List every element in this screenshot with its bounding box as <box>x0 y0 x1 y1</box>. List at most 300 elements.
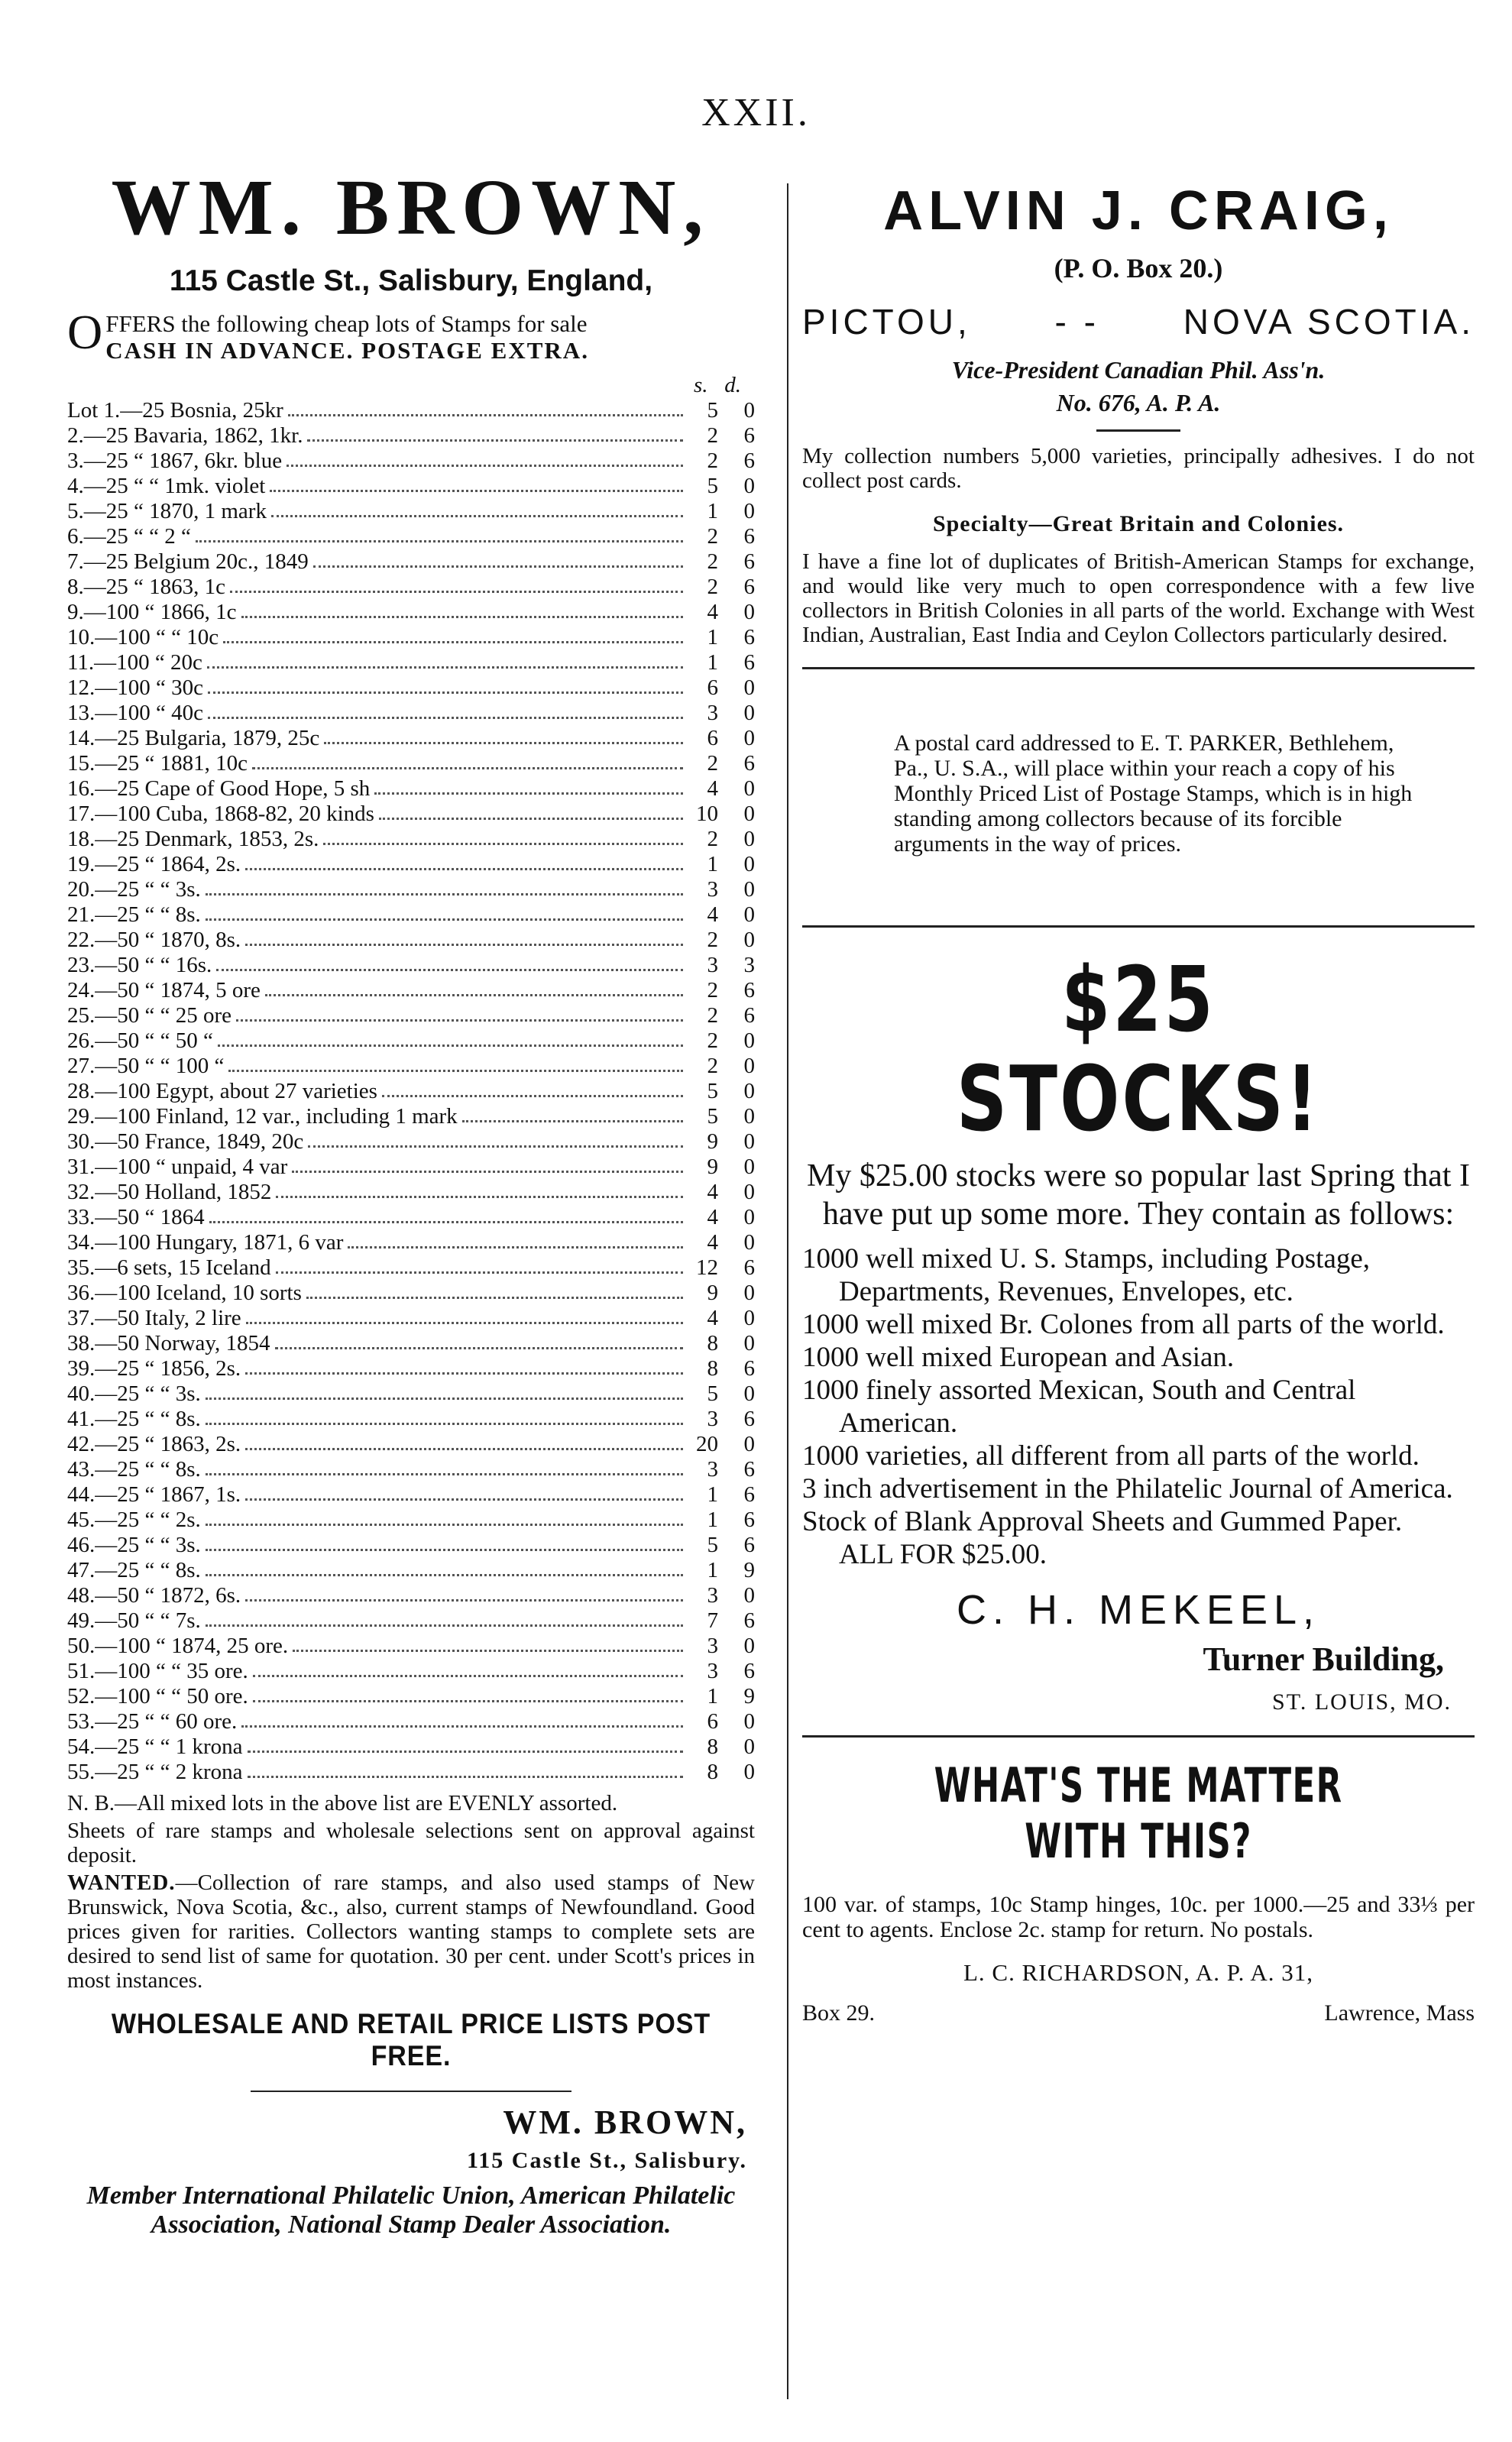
lot-description: 5.—25 “ 1870, 1 mark <box>67 499 267 523</box>
lot-row <box>67 675 755 701</box>
lot-pence: 9 <box>743 1558 755 1582</box>
dot-leader <box>276 1180 683 1198</box>
lot-row <box>67 398 755 423</box>
lot-pence: 6 <box>743 1255 755 1280</box>
dot-leader <box>206 1381 683 1400</box>
lot-description: 11.—100 “ 20c <box>67 650 202 675</box>
lot-shillings: 5 <box>707 1079 718 1103</box>
lot-description: 3.—25 “ 1867, 6kr. blue <box>67 449 283 473</box>
lot-shillings: 4 <box>707 600 718 624</box>
page-number: XXII. <box>701 91 811 134</box>
lot-shillings: 2 <box>707 575 718 599</box>
cash-line: CASH IN ADVANCE. POSTAGE EXTRA. <box>105 337 589 364</box>
lot-shillings: 4 <box>707 1205 718 1229</box>
dot-leader <box>206 877 683 896</box>
lot-description: 39.—25 “ 1856, 2s. <box>67 1356 241 1381</box>
lot-pence: 0 <box>743 1180 755 1204</box>
lot-row <box>67 1508 755 1533</box>
richardson-city: Lawrence, Mass <box>1324 2000 1475 2026</box>
lot-row <box>67 877 755 902</box>
lot-row <box>67 802 755 827</box>
lot-shillings: 2 <box>707 449 718 473</box>
lot-pence: 0 <box>743 474 755 498</box>
rule <box>802 667 1475 669</box>
dot-leader <box>276 1255 683 1274</box>
lot-shillings: 8 <box>707 1331 718 1355</box>
lot-row <box>67 1558 755 1583</box>
list-item: Stock of Blank Approval Sheets and Gummed Paper. <box>802 1505 1403 1537</box>
lot-shillings: 2 <box>707 1054 718 1078</box>
lot-pence: 0 <box>743 1634 755 1658</box>
dot-leader <box>196 524 683 542</box>
lot-shillings: 2 <box>707 928 718 952</box>
lot-row <box>67 1734 755 1760</box>
lot-shillings: 6 <box>707 1709 718 1734</box>
dot-leader <box>306 1281 683 1299</box>
dot-leader <box>374 776 683 795</box>
lot-row <box>67 1003 755 1028</box>
craig-apa-number: No. 676, A. P. A. <box>1056 389 1221 416</box>
lot-description: 23.—50 “ “ 16s. <box>67 953 212 977</box>
city-left: PICTOU, <box>802 302 971 342</box>
lot-row <box>67 423 755 449</box>
city-dash: - - <box>1054 302 1099 342</box>
sheets-note: Sheets of rare stamps and wholesale selections sent on approval against deposit. <box>67 1819 755 1867</box>
lot-shillings: 4 <box>707 902 718 927</box>
lot-pence: 0 <box>743 1281 755 1305</box>
dot-leader <box>379 802 683 820</box>
craig-title: ALVIN J. CRAIG, <box>883 180 1394 241</box>
dot-leader <box>245 1583 683 1602</box>
craig-city <box>802 301 1475 342</box>
dot-leader <box>292 1155 683 1173</box>
lot-description: 37.—50 Italy, 2 lire <box>67 1306 241 1330</box>
list-item: 3 inch advertisement in the Philatelic Journal of America. <box>802 1472 1453 1504</box>
lot-description: 29.—100 Finland, 12 var., including 1 mark <box>67 1104 458 1129</box>
lot-row <box>67 1709 755 1734</box>
lot-description: 10.—100 “ “ 10c <box>67 625 219 649</box>
lot-description: 24.—50 “ 1874, 5 ore <box>67 978 261 1002</box>
lot-shillings: 1 <box>707 499 718 523</box>
lot-shillings: 3 <box>707 1659 718 1683</box>
lot-shillings: 5 <box>707 1104 718 1129</box>
lot-pence: 0 <box>743 1155 755 1179</box>
lot-pence: 0 <box>743 1129 755 1154</box>
lot-description: 36.—100 Iceland, 10 sorts <box>67 1281 302 1305</box>
lot-pence: 0 <box>743 1331 755 1355</box>
lot-description: 41.—25 “ “ 8s. <box>67 1407 201 1431</box>
lot-row <box>67 978 755 1003</box>
dot-leader <box>246 1306 683 1324</box>
richardson-text: 100 var. of stamps, 10c Stamp hinges, 10c. per 1000.—25 and 33⅓ per cent to agents. Enclose 2c. stamp for return. No postals. <box>802 1891 1475 1942</box>
lot-pence: 0 <box>743 852 755 876</box>
lot-description: 27.—50 “ “ 100 “ <box>67 1054 225 1078</box>
craig-collection: My collection numbers 5,000 varieties, principally adhesives. I do not collect post cards. <box>802 444 1475 493</box>
lot-shillings: 5 <box>707 1381 718 1406</box>
dot-leader <box>287 449 683 467</box>
lot-shillings: 2 <box>707 827 718 851</box>
lot-row <box>67 1432 755 1457</box>
lot-row <box>67 1659 755 1684</box>
lot-pence: 0 <box>743 1734 755 1759</box>
lot-description: 43.—25 “ “ 8s. <box>67 1457 201 1482</box>
lot-pence: 6 <box>743 575 755 599</box>
lot-description: 14.—25 Bulgaria, 1879, 25c <box>67 726 320 750</box>
lot-shillings: 1 <box>707 650 718 675</box>
dot-leader <box>313 549 683 568</box>
lot-pence: 6 <box>743 1659 755 1683</box>
lot-pence: 0 <box>743 1306 755 1330</box>
lot-pence: 6 <box>743 625 755 649</box>
lot-description: Lot 1.—25 Bosnia, 25kr <box>67 398 283 423</box>
lot-description: 20.—25 “ “ 3s. <box>67 877 201 902</box>
dot-leader <box>208 701 683 719</box>
lot-pence: 6 <box>743 1482 755 1507</box>
lot-row <box>67 701 755 726</box>
dot-leader <box>206 1558 683 1576</box>
lot-row <box>67 1608 755 1634</box>
dot-leader <box>206 902 683 921</box>
col-s: s. <box>693 373 708 397</box>
lot-row <box>67 852 755 877</box>
stocks-intro: My $25.00 stocks were so popular last Spring that I have put up some more. They contain as follows: <box>807 1158 1470 1232</box>
lot-shillings: 1 <box>707 852 718 876</box>
lot-pence: 6 <box>743 650 755 675</box>
nb-note: N. B.—All mixed lots in the above list are EVENLY assorted. <box>67 1791 618 1815</box>
parker-notice: A postal card addressed to E. T. PARKER, Bethlehem, Pa., U. S.A., will place within your reach a copy of his Monthly Priced List of Postage Stamps, which is in high standing among collectors because of its forcible arguments in the way of prices. <box>894 730 1413 857</box>
lot-description: 30.—50 France, 1849, 20c <box>67 1129 304 1154</box>
lot-pence: 0 <box>743 499 755 523</box>
lot-pence: 0 <box>743 1230 755 1255</box>
rule <box>802 1735 1475 1738</box>
lot-pence: 0 <box>743 1028 755 1053</box>
lot-row <box>67 1079 755 1104</box>
right-column <box>802 180 1475 2026</box>
dot-leader <box>248 1734 683 1753</box>
lot-description: 8.—25 “ 1863, 1c <box>67 575 225 599</box>
lot-row <box>67 625 755 650</box>
dot-leader <box>270 474 683 492</box>
lot-row <box>67 1760 755 1785</box>
lot-pence: 0 <box>743 1432 755 1456</box>
lot-row <box>67 1054 755 1079</box>
lot-row <box>67 549 755 575</box>
lot-shillings: 6 <box>707 675 718 700</box>
lot-pence: 0 <box>743 1104 755 1129</box>
lot-shillings: 12 <box>696 1255 718 1280</box>
lot-pence: 0 <box>743 1381 755 1406</box>
lot-row <box>67 1331 755 1356</box>
lot-shillings: 9 <box>707 1129 718 1154</box>
dot-leader <box>206 1608 683 1627</box>
lot-pence: 6 <box>743 1608 755 1633</box>
list-item: 1000 well mixed U. S. Stamps, including Postage, Departments, Revenues, Envelopes, etc. <box>802 1242 1371 1307</box>
dot-leader <box>206 1508 683 1526</box>
lot-pence: 0 <box>743 1709 755 1734</box>
lot-row <box>67 1104 755 1129</box>
lot-row <box>67 474 755 499</box>
dot-leader <box>253 1659 683 1677</box>
lot-description: 13.—100 “ 40c <box>67 701 203 725</box>
lot-shillings: 4 <box>707 1180 718 1204</box>
dot-leader <box>223 625 683 643</box>
stocks-title: $25 STOCKS! <box>956 947 1321 1151</box>
stocks-all-for: ALL FOR $25.00. <box>839 1538 1047 1570</box>
lot-pence: 0 <box>743 802 755 826</box>
brown-memberships: Member International Philatelic Union, American Philatelic Association, National Stamp Dealer Association. <box>86 2181 736 2239</box>
lot-shillings: 1 <box>707 1684 718 1708</box>
wanted-label: WANTED. <box>67 1870 176 1895</box>
lot-description: 51.—100 “ “ 35 ore. <box>67 1659 248 1683</box>
lot-shillings: 2 <box>707 524 718 549</box>
lot-row <box>67 928 755 953</box>
dot-leader <box>218 1028 683 1047</box>
brown-address: 115 Castle St., Salisbury, England, <box>169 264 653 297</box>
brown-signature-address: 115 Castle St., Salisbury. <box>466 2148 747 2173</box>
lot-shillings: 9 <box>707 1281 718 1305</box>
stocks-list <box>802 1242 1475 1571</box>
lot-pence: 0 <box>743 726 755 750</box>
richardson-box: Box 29. <box>802 2000 876 2026</box>
lot-shillings: 2 <box>707 1003 718 1028</box>
lot-pence: 6 <box>743 1533 755 1557</box>
lot-pence: 3 <box>743 953 755 977</box>
lot-shillings: 20 <box>696 1432 718 1456</box>
offers-text: FFERS the following cheap lots of Stamps for sale <box>105 310 588 337</box>
mekeel-building: Turner Building, <box>1203 1640 1444 1678</box>
lot-description: 31.—100 “ unpaid, 4 var <box>67 1155 288 1179</box>
price-column-header <box>67 373 755 398</box>
lot-pence: 6 <box>743 1457 755 1482</box>
dot-leader <box>245 928 683 946</box>
dot-leader <box>245 1482 683 1501</box>
lot-shillings: 7 <box>707 1608 718 1633</box>
lot-list <box>67 398 755 1785</box>
dot-leader <box>462 1104 683 1122</box>
dot-leader <box>245 1432 683 1450</box>
rule <box>802 925 1475 928</box>
lot-pence: 0 <box>743 877 755 902</box>
list-item: 1000 well mixed Br. Colones from all parts of the world. <box>802 1308 1445 1340</box>
lot-description: 42.—25 “ 1863, 2s. <box>67 1432 241 1456</box>
lot-row <box>67 1356 755 1381</box>
lot-shillings: 4 <box>707 776 718 801</box>
lot-row <box>67 575 755 600</box>
craig-box: (P. O. Box 20.) <box>1054 253 1223 283</box>
lot-shillings: 2 <box>707 423 718 448</box>
lot-row <box>67 1583 755 1608</box>
offers-initial: O <box>67 305 103 359</box>
lot-shillings: 8 <box>707 1734 718 1759</box>
lot-description: 22.—50 “ 1870, 8s. <box>67 928 241 952</box>
lot-pence: 0 <box>743 928 755 952</box>
dot-leader <box>206 1457 683 1475</box>
lot-row <box>67 751 755 776</box>
lot-row <box>67 953 755 978</box>
lot-pence: 0 <box>743 701 755 725</box>
dot-leader <box>245 1356 683 1375</box>
lot-shillings: 8 <box>707 1760 718 1784</box>
lot-shillings: 8 <box>707 1356 718 1381</box>
lot-description: 52.—100 “ “ 50 ore. <box>67 1684 248 1708</box>
lot-pence: 0 <box>743 1054 755 1078</box>
lot-row <box>67 1205 755 1230</box>
lot-description: 35.—6 sets, 15 Iceland <box>67 1255 271 1280</box>
lot-description: 45.—25 “ “ 2s. <box>67 1508 201 1532</box>
lot-description: 32.—50 Holland, 1852 <box>67 1180 272 1204</box>
lot-shillings: 5 <box>707 398 718 423</box>
lot-pence: 6 <box>743 978 755 1002</box>
lot-description: 26.—50 “ “ 50 “ <box>67 1028 213 1053</box>
brown-notes <box>67 1791 755 1993</box>
dot-leader <box>307 423 683 442</box>
dot-leader <box>228 1054 683 1072</box>
dot-leader <box>288 398 683 416</box>
lot-pence: 0 <box>743 1760 755 1784</box>
lot-description: 48.—50 “ 1872, 6s. <box>67 1583 241 1608</box>
lot-pence: 0 <box>743 1583 755 1608</box>
dot-leader <box>308 1129 683 1148</box>
lot-description: 28.—100 Egypt, about 27 varieties <box>67 1079 377 1103</box>
lot-description: 17.—100 Cuba, 1868-82, 20 kinds <box>67 802 374 826</box>
lot-pence: 6 <box>743 1407 755 1431</box>
lot-pence: 0 <box>743 902 755 927</box>
lot-shillings: 9 <box>707 1155 718 1179</box>
dot-leader <box>252 751 683 769</box>
lot-shillings: 1 <box>707 1482 718 1507</box>
richardson-footer <box>802 2000 1475 2026</box>
lot-row <box>67 1457 755 1482</box>
lot-pence: 6 <box>743 549 755 574</box>
lot-pence: 6 <box>743 1508 755 1532</box>
dot-leader <box>206 1533 683 1551</box>
lot-description: 50.—100 “ 1874, 25 ore. <box>67 1634 289 1658</box>
lot-pence: 0 <box>743 776 755 801</box>
lot-pence: 6 <box>743 1356 755 1381</box>
lot-shillings: 2 <box>707 751 718 776</box>
dot-leader <box>323 827 683 845</box>
lot-description: 47.—25 “ “ 8s. <box>67 1558 201 1582</box>
lot-shillings: 3 <box>707 1583 718 1608</box>
lot-pence: 6 <box>743 1003 755 1028</box>
lot-row <box>67 1482 755 1508</box>
dot-leader <box>248 1760 683 1778</box>
lot-row <box>67 1180 755 1205</box>
lot-description: 18.—25 Denmark, 1853, 2s. <box>67 827 319 851</box>
lot-shillings: 1 <box>707 1508 718 1532</box>
lot-shillings: 2 <box>707 978 718 1002</box>
wanted-note <box>67 1870 755 1993</box>
dot-leader <box>207 650 683 669</box>
list-item: 1000 finely assorted Mexican, South and Central American. <box>802 1374 1356 1439</box>
lot-row <box>67 1155 755 1180</box>
lot-row <box>67 1129 755 1155</box>
lot-pence: 0 <box>743 1205 755 1229</box>
lot-pence: 0 <box>743 398 755 423</box>
dot-leader <box>245 852 683 870</box>
rule <box>251 2091 571 2092</box>
list-item: 1000 varieties, all different from all parts of the world. <box>802 1440 1420 1472</box>
lot-shillings: 6 <box>707 726 718 750</box>
lot-row <box>67 726 755 751</box>
lot-row <box>67 827 755 852</box>
lot-row <box>67 650 755 675</box>
lot-description: 40.—25 “ “ 3s. <box>67 1381 201 1406</box>
lot-row <box>67 1684 755 1709</box>
dot-leader <box>230 575 683 593</box>
dot-leader <box>241 600 684 618</box>
dot-leader <box>216 953 683 971</box>
lot-shillings: 4 <box>707 1306 718 1330</box>
lot-row <box>67 1381 755 1407</box>
dot-leader <box>253 1684 683 1702</box>
dot-leader <box>324 726 683 744</box>
lot-description: 12.—100 “ 30c <box>67 675 203 700</box>
lot-pence: 6 <box>743 423 755 448</box>
dot-leader <box>293 1634 683 1652</box>
lot-row <box>67 524 755 549</box>
lot-description: 44.—25 “ 1867, 1s. <box>67 1482 241 1507</box>
brown-offers <box>67 305 755 364</box>
lot-description: 16.—25 Cape of Good Hope, 5 sh <box>67 776 371 801</box>
column-divider <box>787 183 788 2399</box>
dot-leader <box>241 1709 683 1728</box>
lot-shillings: 3 <box>707 1407 718 1431</box>
lot-description: 53.—25 “ “ 60 ore. <box>67 1709 238 1734</box>
dot-leader <box>236 1003 683 1022</box>
dot-leader <box>348 1230 683 1249</box>
lot-pence: 9 <box>743 1684 755 1708</box>
lot-description: 21.—25 “ “ 8s. <box>67 902 201 927</box>
lot-pence: 6 <box>743 449 755 473</box>
lot-shillings: 1 <box>707 625 718 649</box>
lot-pence: 0 <box>743 675 755 700</box>
lot-row <box>67 449 755 474</box>
dot-leader <box>209 1205 683 1223</box>
lot-pence: 6 <box>743 751 755 776</box>
lot-description: 49.—50 “ “ 7s. <box>67 1608 201 1633</box>
dot-leader <box>275 1331 683 1349</box>
lot-description: 55.—25 “ “ 2 krona <box>67 1760 243 1784</box>
dot-leader <box>206 1407 683 1425</box>
lot-row <box>67 1533 755 1558</box>
lot-description: 33.—50 “ 1864 <box>67 1205 205 1229</box>
lot-row <box>67 1028 755 1054</box>
lot-description: 2.—25 Bavaria, 1862, 1kr. <box>67 423 303 448</box>
lot-shillings: 5 <box>707 474 718 498</box>
brown-signature: WM. BROWN, <box>503 2104 747 2141</box>
lot-shillings: 2 <box>707 549 718 574</box>
lot-description: 7.—25 Belgium 20c., 1849 <box>67 549 309 574</box>
craig-vice-president: Vice-President Canadian Phil. Ass'n. <box>951 356 1326 384</box>
lot-description: 15.—25 “ 1881, 10c <box>67 751 248 776</box>
mekeel-city: ST. LOUIS, MO. <box>1272 1689 1452 1715</box>
lot-row <box>67 1634 755 1659</box>
lot-description: 25.—50 “ “ 25 ore <box>67 1003 232 1028</box>
city-right: NOVA SCOTIA. <box>1183 302 1475 342</box>
lot-row <box>67 776 755 802</box>
lot-shillings: 3 <box>707 701 718 725</box>
lot-description: 6.—25 “ “ 2 “ <box>67 524 191 549</box>
lot-shillings: 4 <box>707 1230 718 1255</box>
list-item: 1000 well mixed European and Asian. <box>802 1341 1235 1373</box>
lot-description: 19.—25 “ 1864, 2s. <box>67 852 241 876</box>
lot-shillings: 10 <box>696 802 718 826</box>
lot-row <box>67 1281 755 1306</box>
dot-leader <box>382 1079 683 1097</box>
rule <box>1096 429 1180 432</box>
col-d: d. <box>724 373 741 397</box>
